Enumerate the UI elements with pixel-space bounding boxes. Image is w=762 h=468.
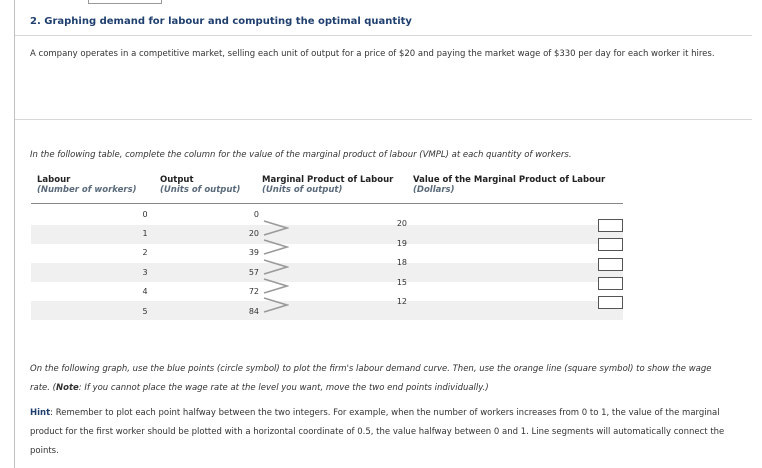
chevron-right-icon [263,258,289,276]
graph-instruction: On the following graph, use the blue points (circle symbol) to plot the firm's labour demand curve. Then, use the orange line (square symbol) to show the wage rate. (Note: If you cannot place the wage rate at the level you want, move the two end points individually.) [30,364,712,393]
output-cell: 72 [248,287,259,296]
vmpl-input[interactable] [598,238,623,251]
labour-cell: 4 [142,287,148,296]
mpl-cell: 20 [396,219,407,228]
output-cell: 0 [253,210,259,219]
labour-cell: 3 [142,268,148,277]
divider [15,35,752,36]
mpl-cell: 15 [396,278,407,287]
labour-cell: 0 [142,210,148,219]
hint-text: Hint: Remember to plot each point halfway between the two integers. For example, when the number of workers increases from 0 to 1, the value of the marginal product for the first worker should be plotted with a horizontal coordinate of 0.5, the value halfway between 0 and 1. Line segments will automatically connect the points. [30,408,725,456]
chevron-right-icon [263,219,289,237]
header-vmpl: Value of the Marginal Product of Labour (Dollars) [413,175,606,195]
labour-cell: 1 [142,229,148,238]
table-instruction: In the following table, complete the column for the value of the marginal product of labour (VMPL) at each quantity of workers. [30,150,572,160]
chevron-right-icon [263,277,289,295]
output-cell: 39 [248,248,259,257]
output-cell: 57 [248,268,259,277]
vmpl-table [31,172,623,324]
vmpl-input[interactable] [598,219,623,232]
row-band [31,301,623,320]
chevron-right-icon [263,238,289,256]
vmpl-input[interactable] [598,258,623,271]
header-output: Output (Units of output) [160,175,241,195]
output-cell: 84 [248,307,259,316]
row-band [31,263,623,282]
vmpl-input[interactable] [598,277,623,290]
mpl-cell: 19 [396,239,407,248]
mpl-cell: 12 [396,297,407,306]
vmpl-input[interactable] [598,296,623,309]
mpl-cell: 18 [396,258,407,267]
labour-cell: 5 [142,307,148,316]
hint-label: Hint [30,408,51,418]
question-title: 2. Graphing demand for labour and computing the optimal quantity [30,16,412,27]
top-tab [88,0,162,4]
header-mpl: Marginal Product of Labour (Units of output) [262,175,394,195]
intro-text: A company operates in a competitive market, selling each unit of output for a price of $20 and paying the market wage of $330 per day for each worker it hires. [30,49,715,59]
chevron-right-icon [263,296,289,314]
row-band [31,225,623,244]
divider [15,119,752,120]
header-divider [31,203,623,204]
labour-cell: 2 [142,248,148,257]
output-cell: 20 [248,229,259,238]
note-label: Note [56,383,79,393]
header-labour: Labour (Number of workers) [37,175,137,195]
